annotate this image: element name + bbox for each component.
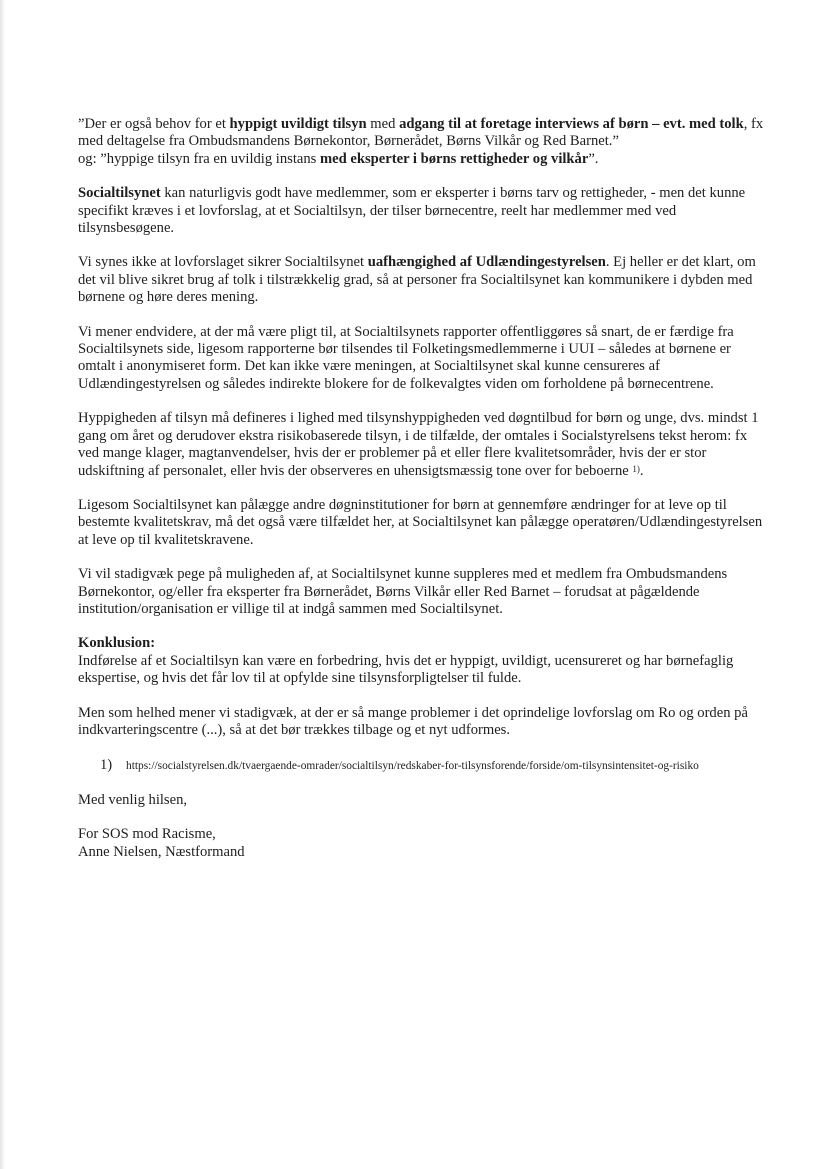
text-run: , fx med deltagelse fra Ombudsmandens Børnekontor, Børnerådet, Børns Vilkår og Red Barnet.” [78,116,764,150]
bold-run: Socialtilsynet [78,185,161,202]
text-run: Hyppigheden af tilsyn må defineres i lighed med tilsynshyppigheden ved døgntilbud for børn og unge, dvs. mindst 1 gang om året og derudover ekstra risikobaserede tilsyn, i de tilfælde, der omtales i Socialstyrelsens tekst herom: fx ved mange klager, magtanvendelser, hvis der er problemer på et eller flere kvalitetsområder, hvis der er stor udskiftning af personalet, eller hvis der observeres en uhensigtsmæssig tone over for beboerne [78,410,759,479]
text-run: . Ej heller er det klart, om det vil blive sikret brug af tolk i tilstrækkelig grad, så at personer fra Socialtilsynet kan kommunikere i dybden med børnene og høre deres mening. [78,254,756,306]
paragraph-socialtilsynet-members [78,185,768,237]
text-run: kan naturligvis godt have medlemmer, som er eksperter i børns tarv og rettigheder, - men det kunne specifikt kræves i et lovforslag, at et Socialtilsyn, der tilser børnecentre, reelt har medlemmer med ved tilsynsbesøgene. [78,185,746,237]
text-run: og: ”hyppige tilsyn fra en uvildig instans [78,150,320,167]
footnote-url: https://socialstyrelsen.dk/tvaergaende-omrader/socialtilsyn/redskaber-for-tilsynsforende/forside/om-tilsynsintensitet-og-risiko [126,760,699,773]
text-run: ”Der er også behov for et [78,116,230,132]
quote-paragraph-1 [78,116,768,151]
text-run: Vi synes ikke at lovforslaget sikrer Socialtilsynet [78,254,368,271]
signature-name: Anne Nielsen, Næstformand [78,843,245,860]
signature-organization: For SOS mod Racisme, [78,826,216,843]
bold-run: med eksperter i børns rettigheder og vilkår [319,150,589,167]
quote-paragraph-2 [78,151,768,168]
bold-run: hyppigt uvildigt tilsyn [229,116,367,132]
paragraph-quality-requirements: Ligesom Socialtilsynet kan pålægge andre døgninstitutioner for børn at gennemføre ændringer for at leve op til bestemte kvalitetskrav, må det også være tilfældet her, at Socialtilsynet kan pålægge operatøren/Udlændingestyrelsen at leve op til kvalitetskravene. [78,496,763,548]
paragraph-independence [78,254,768,306]
conclusion-heading: Konklusion: [78,635,156,652]
text-run: . [639,462,644,479]
paragraph-additional-members: Vi vil stadigvæk pege på muligheden af, at Socialtilsynet kunne suppleres med et medlem fra Ombudsmandens Børnekontor, og/eller fra eksperter fra Børnerådet, Børns Vilkår eller Red Barnet – forudsat at pågældende institution/organisation er villige til at indgå sammen med Socialtilsynet. [78,566,728,617]
scan-edge-shadow [0,0,5,1169]
footnote-number: 1) [100,757,113,774]
letter-body [78,116,768,861]
conclusion-text: Indførelse af et Socialtilsyn kan være en forbedring, hvis det er hyppigt, uvildigt, ucensureret og har børnefaglig ekspertise, og hvis det får lov til at opfylde sine tilsynsforpligtelser til fulde. [78,652,734,687]
paragraph-reports-publication: Vi mener endvidere, at der må være pligt til, at Socialtilsynets rapporter offentliggøres så snart, de er færdige fra Socialtilsynets side, ligesom rapporterne bør tilsendes til Folketingsmedlemmerne i UUI – således at børnene er omtalt i anonymiseret form. Det kan ikke være meningen, at Socialtilsynet skal kunne censureres af Udlændingestyrelsen og således indirekte blokere for de folkevalgtes viden om forholdene på børnecentrene. [78,323,734,392]
paragraph-withdraw-proposal: Men som helhed mener vi stadigvæk, at der er så mange problemer i det oprindelige lovforslag om Ro og orden på indkvarteringscentre (...), så at det bør trækkes tilbage og et nyt udformes. [78,704,748,738]
footnote [100,757,768,774]
text-run: ”. [588,150,599,167]
bold-run: uafhængighed af Udlændingestyrelsen [367,254,606,271]
bold-run: adgang til at foretage interviews af børn – evt. med tolk [399,116,744,132]
footnote-reference: 1) [632,463,640,474]
paragraph-inspection-frequency [78,410,768,480]
text-run: med [366,116,400,132]
closing-greeting: Med venlig hilsen, [78,791,188,808]
